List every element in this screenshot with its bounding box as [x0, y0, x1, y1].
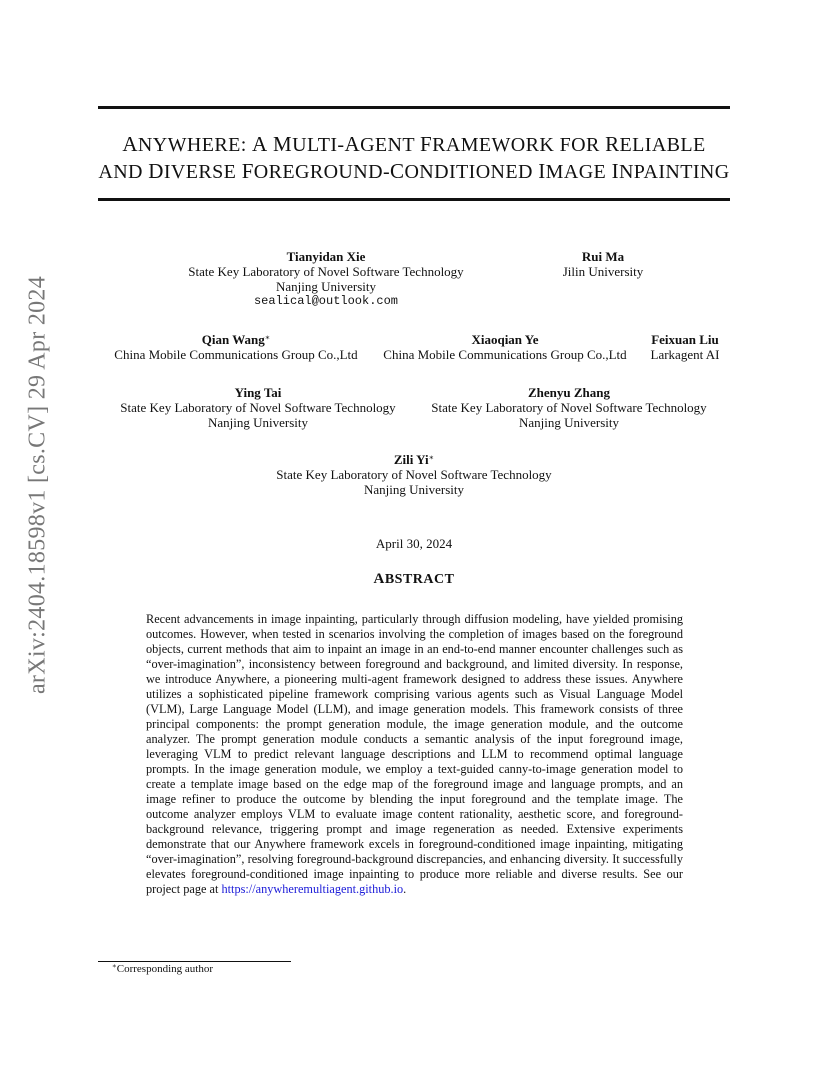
title-capital: A	[344, 132, 361, 156]
title-segment: OREGROUND	[253, 161, 383, 183]
author-affiliation: China Mobile Communications Group Co.,Ltd	[114, 347, 358, 362]
author-institution: Nanjing University	[275, 279, 376, 294]
abstract-heading-rest: BSTRACT	[384, 572, 455, 587]
title-top-rule	[98, 106, 730, 109]
title-segment: AND	[98, 161, 149, 183]
author-affiliation: State Key Laboratory of Novel Software Technology	[188, 264, 464, 279]
author-institution: Nanjing University	[518, 415, 619, 430]
title-segment: IVERSE	[163, 161, 242, 183]
footnote-text: Corresponding author	[116, 963, 213, 975]
author-name: Ying Tai	[234, 385, 282, 400]
author-email-link[interactable]: sealical@outlook.com	[253, 294, 399, 308]
corresponding-mark: ∗	[428, 453, 435, 462]
title-segment: -	[337, 134, 345, 156]
paper-title-line-1	[98, 132, 730, 157]
author-name: Tianyidan Xie	[286, 249, 366, 264]
author-block-xiaoqian-ye	[374, 332, 636, 362]
title-segment: ONDITIONED	[404, 161, 539, 183]
title-segment: GENT	[360, 134, 421, 156]
title-capital: R	[605, 132, 620, 156]
project-page-link[interactable]: https://anywheremultiagent.github.io	[221, 882, 404, 896]
title-capital: M	[273, 132, 293, 156]
author-affiliation: China Mobile Communications Group Co.,Ltd	[383, 347, 627, 362]
author-name: Rui Ma	[581, 249, 625, 264]
author-block-tianyidan-xie	[183, 249, 469, 309]
author-affiliation: State Key Laboratory of Novel Software Technology	[431, 400, 707, 415]
author-block-zhenyu-zhang	[423, 385, 715, 430]
title-segment: -	[382, 161, 391, 183]
footnote	[112, 963, 213, 976]
author-name: Qian Wang	[201, 332, 265, 347]
title-capital: I	[611, 159, 619, 183]
title-segment: ULTI	[292, 134, 338, 156]
author-name: Zhenyu Zhang	[527, 385, 610, 400]
abstract-heading	[98, 571, 730, 588]
author-affiliation: Jilin University	[562, 264, 644, 279]
author-block-ying-tai	[112, 385, 404, 430]
title-capital: F	[241, 159, 254, 183]
footnote-mark: ∗	[112, 962, 117, 970]
author-block-feixuan-liu	[640, 332, 730, 362]
author-institution: Nanjing University	[207, 415, 308, 430]
title-bottom-rule	[98, 198, 730, 201]
title-capital: D	[148, 159, 164, 183]
paper-title-line-2	[98, 159, 730, 184]
author-block-zili-yi	[268, 452, 560, 497]
abstract-body	[146, 612, 683, 897]
author-block-rui-ma	[543, 249, 663, 279]
author-name: Xiaoqian Ye	[471, 332, 539, 347]
arxiv-identifier: arXiv:2404.18598v1 [cs.CV] 29 Apr 2024	[24, 275, 51, 695]
title-segment: MAGE	[545, 161, 612, 183]
author-affiliation: State Key Laboratory of Novel Software Technology	[120, 400, 396, 415]
title-segment: NYWHERE	[137, 134, 241, 156]
abstract-text: Recent advancements in image inpainting, particularly through diffusion modeling, have yielded promising outcomes. However, when tested in scenarios involving the completion of images based on the foreground objects, current methods that aim to inpaint an image in an end-to-end manner encounter challenges such as “over-imagination”, inconsistency between foreground and background, and limited diversity. In response, we introduce Anywhere, a pioneering multi-agent framework designed to address these issues. Anywhere utilizes a sophisticated pipeline framework comprising various agents such as Visual Language Model (VLM), Large Language Model (LLM), and image generation models. This framework consists of three principal components: the prompt generation module, the image generation module, and the outcome analyzer. The prompt generation module conducts a semantic analysis of the input foreground image, leveraging VLM to predict relevant language descriptions and LLM to recommend optimal language prompts. In the image generation module, we employ a text-guided canny-to-image generation model to create a template image based on the edge map of the foreground image and language prompts, and an image refiner to produce the outcome by blending the input foreground and the template image. The outcome analyzer employs VLM to evaluate image content rationality, aesthetic score, and foreground-background relevance, triggering prompt and image regeneration as needed. Extensive experiments demonstrate that our Anywhere framework excels in foreground-conditioned image inpainting, mitigating “over-imagination”, resolving foreground-background discrepancies, and enhancing diversity. It successfully elevates foreground-conditioned image inpainting to produce more reliable and diverse results. See our project page at	[146, 612, 683, 896]
title-segment: ELIABLE	[619, 134, 706, 156]
title-segment: RAMEWORK FOR	[432, 134, 606, 156]
author-affiliation: Larkagent AI	[650, 347, 720, 362]
title-capital: A	[252, 132, 268, 156]
author-institution: Nanjing University	[363, 482, 464, 497]
abstract-heading-cap: A	[373, 571, 385, 587]
title-segment: :	[240, 134, 253, 156]
author-affiliation: State Key Laboratory of Novel Software Technology	[276, 467, 552, 482]
title-capital: A	[122, 132, 138, 156]
paper-date: April 30, 2024	[375, 536, 453, 551]
title-capital: I	[538, 159, 546, 183]
author-name: Zili Yi	[393, 452, 429, 467]
footnote-rule	[98, 961, 291, 962]
abstract-trailing: .	[403, 882, 407, 896]
title-capital: C	[390, 159, 405, 183]
corresponding-mark: ∗	[264, 333, 271, 342]
author-name: Feixuan Liu	[651, 332, 719, 347]
title-capital: F	[420, 132, 433, 156]
title-segment: NPAINTING	[618, 161, 730, 183]
author-block-qian-wang	[106, 332, 366, 362]
